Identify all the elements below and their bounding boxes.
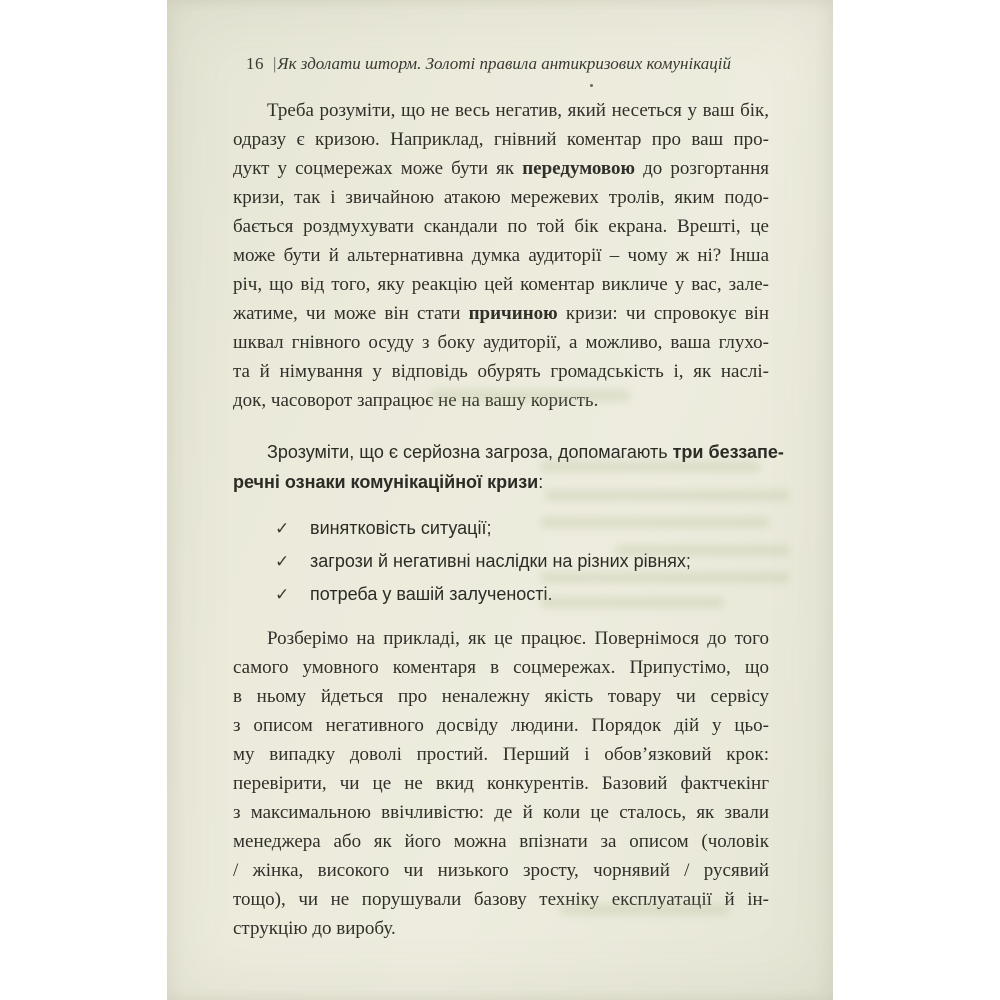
showthrough-smudge: [540, 461, 760, 472]
text-line: [233, 856, 769, 885]
body-text: з описом негативного досвіду людини. Порядок дій у цьо-: [233, 715, 769, 736]
body-text: Треба розуміти, що не весь негатив, який несеться у ваш бік,: [267, 100, 769, 121]
paragraph: [233, 96, 769, 415]
bold-text: причиною: [468, 303, 558, 324]
body-text: жатиме, чи може він стати: [233, 303, 469, 324]
text-line: [233, 183, 769, 212]
body-text: до розгортання: [635, 158, 769, 179]
text-line: [233, 798, 769, 827]
text-line: [233, 827, 769, 856]
text-line: [233, 711, 769, 740]
body-text: одразу є кризою. Наприклад, гнівний коментар про ваш про-: [233, 129, 769, 150]
body-text: перевірити, чи це не вкид конкурентів. Базовий фактчекінг: [233, 773, 769, 794]
text-line: [233, 624, 769, 653]
body-text: з максимальною ввічливістю: де й коли це сталось, як звали: [233, 802, 769, 823]
text-line: [233, 241, 769, 270]
showthrough-smudge: [560, 904, 730, 915]
showthrough-smudge: [540, 572, 790, 583]
text-line: [233, 328, 769, 357]
body-text: :: [538, 472, 544, 492]
bold-text: передумовою: [522, 158, 636, 179]
body-text: му випадку доволі простий. Перший і обов’язковий крок:: [233, 744, 769, 765]
body-text: / жінка, високого чи низького зросту, чорнявий / русявий: [233, 860, 769, 881]
body-text: струкцію до виробу.: [233, 918, 396, 939]
body-text: дукт у соцмережах може бути як: [233, 158, 523, 179]
text-line: [233, 682, 769, 711]
text-line: [233, 740, 769, 769]
text-line: [233, 299, 769, 328]
body-text: самого умовного коментаря в соцмережах. Припустімо, що: [233, 657, 769, 678]
checklist-item-label: загрози й негативні наслідки на різних рівнях;: [310, 551, 691, 571]
paragraph: [233, 624, 769, 943]
checklist-item-label: винятковість ситуації;: [310, 518, 492, 538]
showthrough-smudge: [545, 490, 790, 501]
body-text: може бути й альтернативна думка аудиторії – чому ж ні? Інша: [233, 245, 769, 266]
bold-text: речні ознаки комунікаційної кризи: [233, 472, 539, 492]
paper-speck: [590, 84, 593, 87]
body-text: та й німування у відповідь обурять громадськість і, як наслі-: [233, 361, 769, 382]
body-text: кризи, так і звичайною атакою мережевих тролів, яким подо-: [233, 187, 769, 208]
text-line: [233, 653, 769, 682]
checkmark-icon: ✓: [275, 585, 290, 604]
checkmark-icon: ✓: [275, 552, 290, 571]
body-text: менеджера або як його можна впізнати за описом (чоловік: [233, 831, 769, 852]
showthrough-smudge: [430, 390, 630, 401]
text-line: [233, 769, 769, 798]
bold-text: три беззапе-: [672, 442, 784, 462]
showthrough-smudge: [540, 597, 725, 608]
body-text: бається роздмухувати скандали по той бік екрана. Врешті, це: [233, 216, 769, 237]
body-text: Зрозуміти, що є серйозна загроза, допомагають: [267, 442, 673, 462]
text-line: [233, 914, 769, 943]
page-number: 16: [246, 54, 264, 73]
body-text: Розберімо на прикладі, як це працює. Повернімося до того: [267, 628, 769, 649]
checklist-item-label: потреба у вашій залученості.: [310, 584, 553, 604]
body-text: кризи: чи спровокує він: [557, 303, 769, 324]
checkmark-icon: ✓: [275, 519, 290, 538]
body-text: в ньому йдеться про неналежну якість товару чи сервісу: [233, 686, 769, 707]
showthrough-smudge: [540, 517, 770, 528]
body-text: док, часоворот запрацює не на вашу користь.: [233, 390, 599, 411]
running-title: Як здолати шторм. Золоті правила антикризових комунікацій: [277, 54, 731, 73]
text-line: [233, 212, 769, 241]
body-text: річ, що від того, яку реакцію цей коментар викличе у вас, зале-: [233, 274, 769, 295]
text-line: [233, 154, 769, 183]
body-text: тощо), чи не порушували базову техніку експлуатації й ін-: [233, 889, 769, 910]
body-text: шквал гнівного осуду з боку аудиторії, а можливо, ваша глухо-: [233, 332, 769, 353]
text-line: [233, 357, 769, 386]
showthrough-smudge: [615, 545, 790, 556]
text-line: [233, 125, 769, 154]
book-page: [167, 0, 833, 1000]
header-separator: |: [273, 54, 277, 73]
text-line: [233, 96, 769, 125]
text-line: [233, 270, 769, 299]
page-header: [233, 52, 769, 76]
